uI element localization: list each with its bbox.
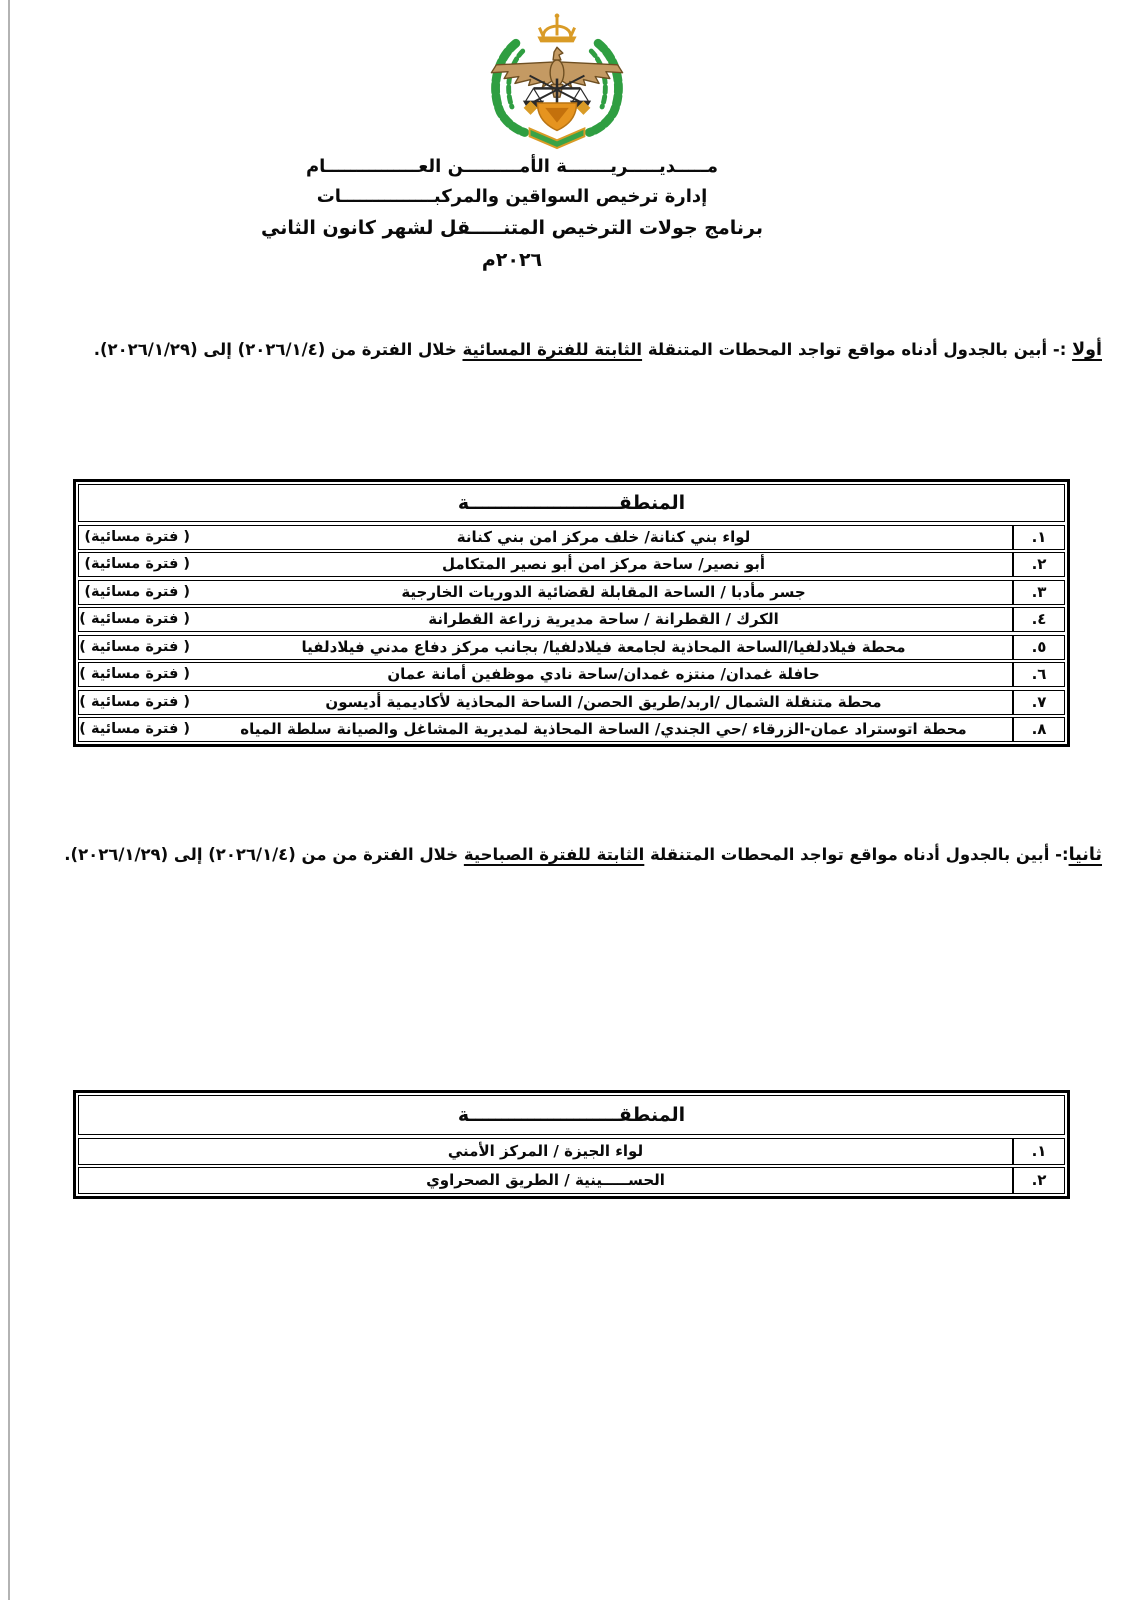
row-content-cell (79, 581, 1012, 604)
period-label: ( فترة مسائية ) (79, 638, 190, 655)
table-row (78, 607, 1065, 632)
row-content-cell (79, 691, 1012, 714)
program-title: برنامج جولات الترخيص المتنـــــقل لشهر كانون الثاني ٢٠٢٦م (261, 217, 763, 271)
row-content-cell (79, 1139, 1012, 1164)
row-content-cell (79, 636, 1012, 659)
table-row (78, 690, 1065, 715)
row-number: ٢. (1012, 1168, 1064, 1193)
table-row (78, 525, 1065, 550)
row-location: الحســـــينية / الطريق الصحراوي (426, 1171, 665, 1189)
row-number: ٧. (1012, 691, 1064, 714)
section2-text-before: أبين بالجدول أدناه مواقع تواجد المحطات المتنقلة (644, 845, 1050, 864)
badge-icon (524, 101, 591, 130)
row-content-cell (79, 1168, 1012, 1193)
table-row (78, 717, 1065, 742)
row-content-cell (79, 608, 1012, 631)
row-number: ٥. (1012, 636, 1064, 659)
table-row (78, 1138, 1065, 1165)
row-number: ٨. (1012, 718, 1064, 741)
section2-text-after: خلال الفترة من من (٢٠٢٦/١/٤) إلى (٢٠٢٦/١/٢٩). (64, 845, 464, 864)
ribbon-icon (530, 128, 585, 148)
row-number: ١. (1012, 526, 1064, 549)
section2-underlined-phrase: الثابتة للفترة الصباحية (463, 845, 645, 864)
row-location: حافلة غمدان/ منتزه غمدان/ساحة نادي موظفين أمانة عمان (387, 665, 820, 683)
table-row (78, 552, 1065, 577)
row-location: أبو نصير/ ساحة مركز امن أبو نصير المتكامل (442, 555, 765, 573)
period-label: ( فترة مسائية) (84, 528, 190, 545)
row-content-cell (79, 526, 1012, 549)
row-number: ٦. (1012, 663, 1064, 686)
row-location: جسر مأدبا / الساحة المقابلة لقضائية الدوريات الخارجية (401, 582, 806, 601)
morning-stations-table (73, 1090, 1070, 1199)
section1-underlined-phrase: الثابتة للفترة المسائية (462, 340, 643, 359)
org-name: مـــــديـــــريـــــــة الأمـــــــــن العـــــــــــــــام (305, 156, 719, 177)
row-location: محطة متنقلة الشمال /اربد/طريق الحصن/ الساحة المحاذية لأكاديمية أديسون (325, 692, 882, 711)
section1-text-before: أبين بالجدول أدناه مواقع تواجد المحطات المتنقلة (642, 340, 1048, 359)
section2-separator: :- (1049, 845, 1069, 864)
row-content-cell (79, 663, 1012, 686)
section1-text-after: خلال الفترة من (٢٠٢٦/١/٤) إلى (٢٠٢٦/١/٢٩). (93, 340, 463, 359)
row-number: ٤. (1012, 608, 1064, 631)
period-label: ( فترة مسائية) (84, 556, 190, 572)
table-row (78, 1167, 1065, 1194)
evening-stations-table (73, 479, 1070, 747)
row-location: محطة فيلادلفيا/الساحة المحاذية لجامعة فيلادلفيا/ بجانب مركز دفاع مدني فيلادلفيا (301, 637, 906, 656)
period-label: ( فترة مسائية) (84, 583, 190, 600)
table-row (78, 662, 1065, 687)
department-name: إدارة ترخيص السواقين والمركبـــــــــــــــات (316, 186, 708, 207)
table2-header-cell: المنطقـــــــــــــــــــــــة (78, 1095, 1065, 1135)
period-label: ( فترة مسائية ) (79, 666, 190, 682)
row-content-cell (79, 553, 1012, 576)
section2-intro (27, 838, 1102, 872)
row-number: ٢. (1012, 553, 1064, 576)
period-label: ( فترة مسائية ) (79, 611, 190, 627)
row-location: الكرك / القطرانة / ساحة مديرية زراعة القطرانة (428, 610, 779, 628)
row-location: محطة اتوستراد عمان-الزرقاء /حي الجندي/ الساحة المحاذية لمديرية المشاغل والصيانة سلطة المياه (240, 720, 967, 738)
document-header (252, 152, 772, 276)
row-content-cell (79, 718, 1012, 741)
public-security-emblem (478, 10, 636, 152)
section1-term: أولا (1072, 340, 1102, 360)
row-location: لواء الجيزة / المركز الأمني (447, 1141, 644, 1160)
table-row (78, 635, 1065, 660)
row-location: لواء بني كنانة/ خلف مركز امن بني كنانة (456, 527, 751, 546)
row-number: ٣. (1012, 581, 1064, 604)
emblem-graphic (478, 10, 636, 152)
table-row (78, 580, 1065, 605)
section1-intro (27, 333, 1102, 367)
crown-icon (537, 14, 576, 43)
period-label: ( فترة مسائية ) (79, 721, 190, 737)
period-label: ( فترة مسائية ) (79, 693, 190, 710)
table1-header-cell: المنطقـــــــــــــــــــــــة (78, 484, 1065, 522)
scan-edge-line (8, 0, 10, 1600)
row-number: ١. (1012, 1139, 1064, 1164)
section2-term: ثانيا (1068, 845, 1102, 865)
section1-separator: :- (1047, 340, 1073, 359)
